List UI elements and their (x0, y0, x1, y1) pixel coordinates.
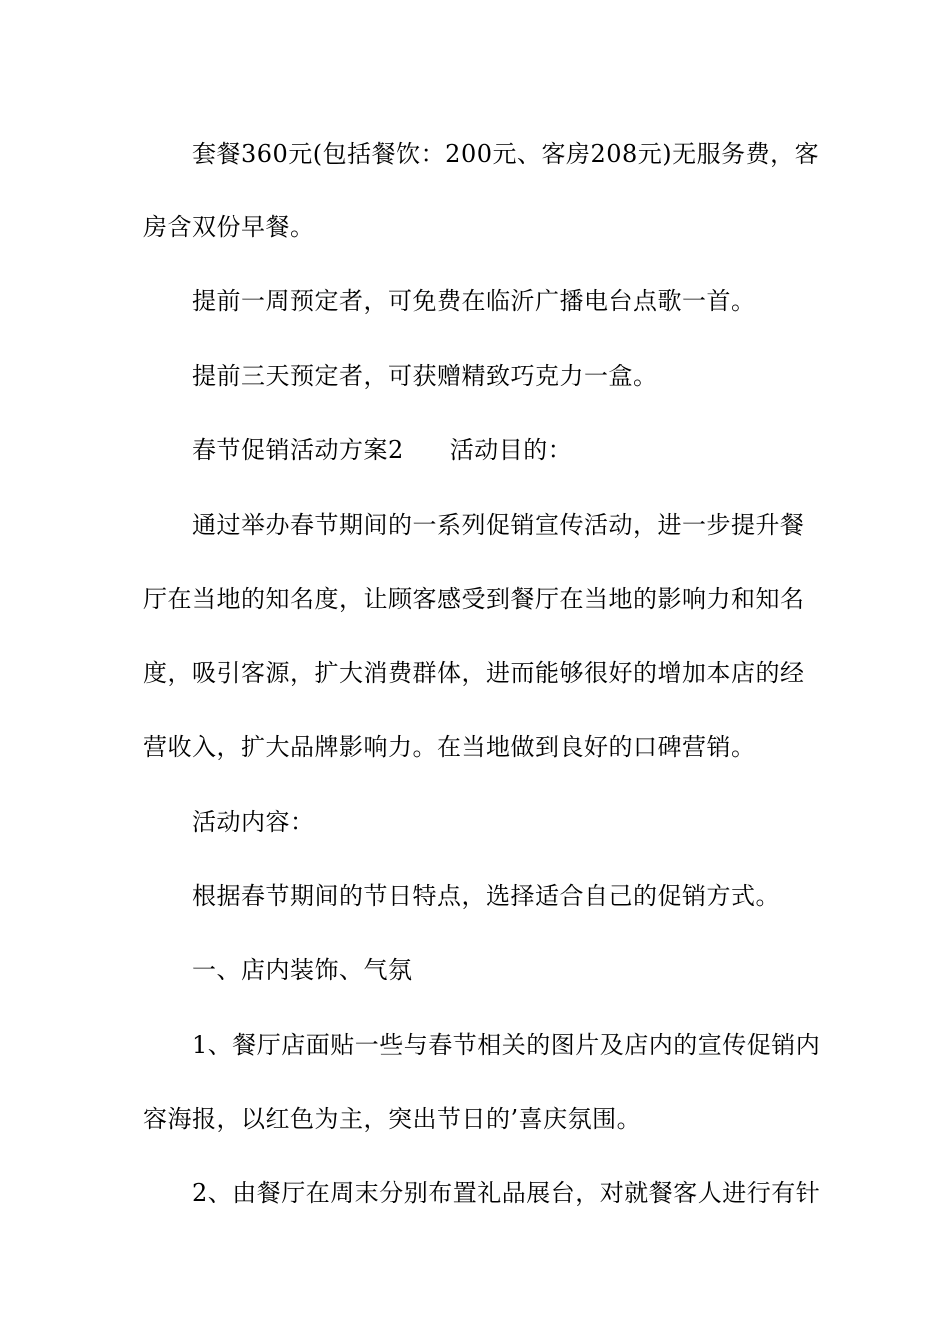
plan-title: 春节促销活动方案2 (192, 436, 404, 464)
text-line: 提前三天预定者，可获赠精致巧克力一盒。 (192, 362, 658, 390)
text-line: 通过举办春节期间的一系列促销宣传活动，进一步提升餐 (192, 511, 805, 539)
paragraph-goal-line-1 (0, 505, 950, 545)
text-line: 营收入，扩大品牌影响力。在当地做到良好的口碑营销。 (143, 733, 756, 761)
text-line: 2、由餐厅在周末分别布置礼品展台，对就餐客人进行有针 (192, 1179, 821, 1207)
paragraph-package-line-1 (0, 134, 950, 174)
text-line: 活动内容： (192, 808, 315, 836)
heading-activity-content (0, 802, 950, 842)
paragraph-three-days-advance (0, 356, 950, 396)
goal-heading: 活动目的： (449, 436, 573, 464)
paragraph-goal-line-4 (0, 727, 950, 767)
paragraph-goal-line-2 (0, 579, 950, 619)
text-line: 容海报，以红色为主，突出节日的’喜庆氛围。 (143, 1105, 642, 1133)
text-line: 度，吸引客源，扩大消费群体，进而能够很好的增加本店的经 (143, 659, 805, 687)
list-item-1-line-1 (0, 1025, 950, 1065)
text-line: 套餐360元(包括餐饮：200元、客房208元)无服务费，客 (192, 140, 820, 168)
heading-store-decoration (0, 950, 950, 990)
text-line: 1、餐厅店面贴一些与春节相关的图片及店内的宣传促销内 (192, 1031, 821, 1059)
text-line: 厅在当地的知名度，让顾客感受到餐厅在当地的影响力和知名 (143, 585, 805, 613)
section-heading-plan-2 (0, 430, 950, 470)
text-line: 提前一周预定者，可免费在临沂广播电台点歌一首。 (192, 287, 756, 315)
list-item-1-line-2 (0, 1099, 950, 1139)
paragraph-promotion-method (0, 876, 950, 916)
list-item-2-line-1 (0, 1173, 950, 1213)
paragraph-goal-line-3 (0, 653, 950, 693)
paragraph-package-line-2 (0, 207, 950, 247)
text-line: 一、店内装饰、气氛 (192, 956, 413, 984)
paragraph-week-advance (0, 281, 950, 321)
text-line: 根据春节期间的节日特点，选择适合自己的促销方式。 (192, 882, 780, 910)
text-line: 房含双份早餐。 (143, 213, 315, 241)
